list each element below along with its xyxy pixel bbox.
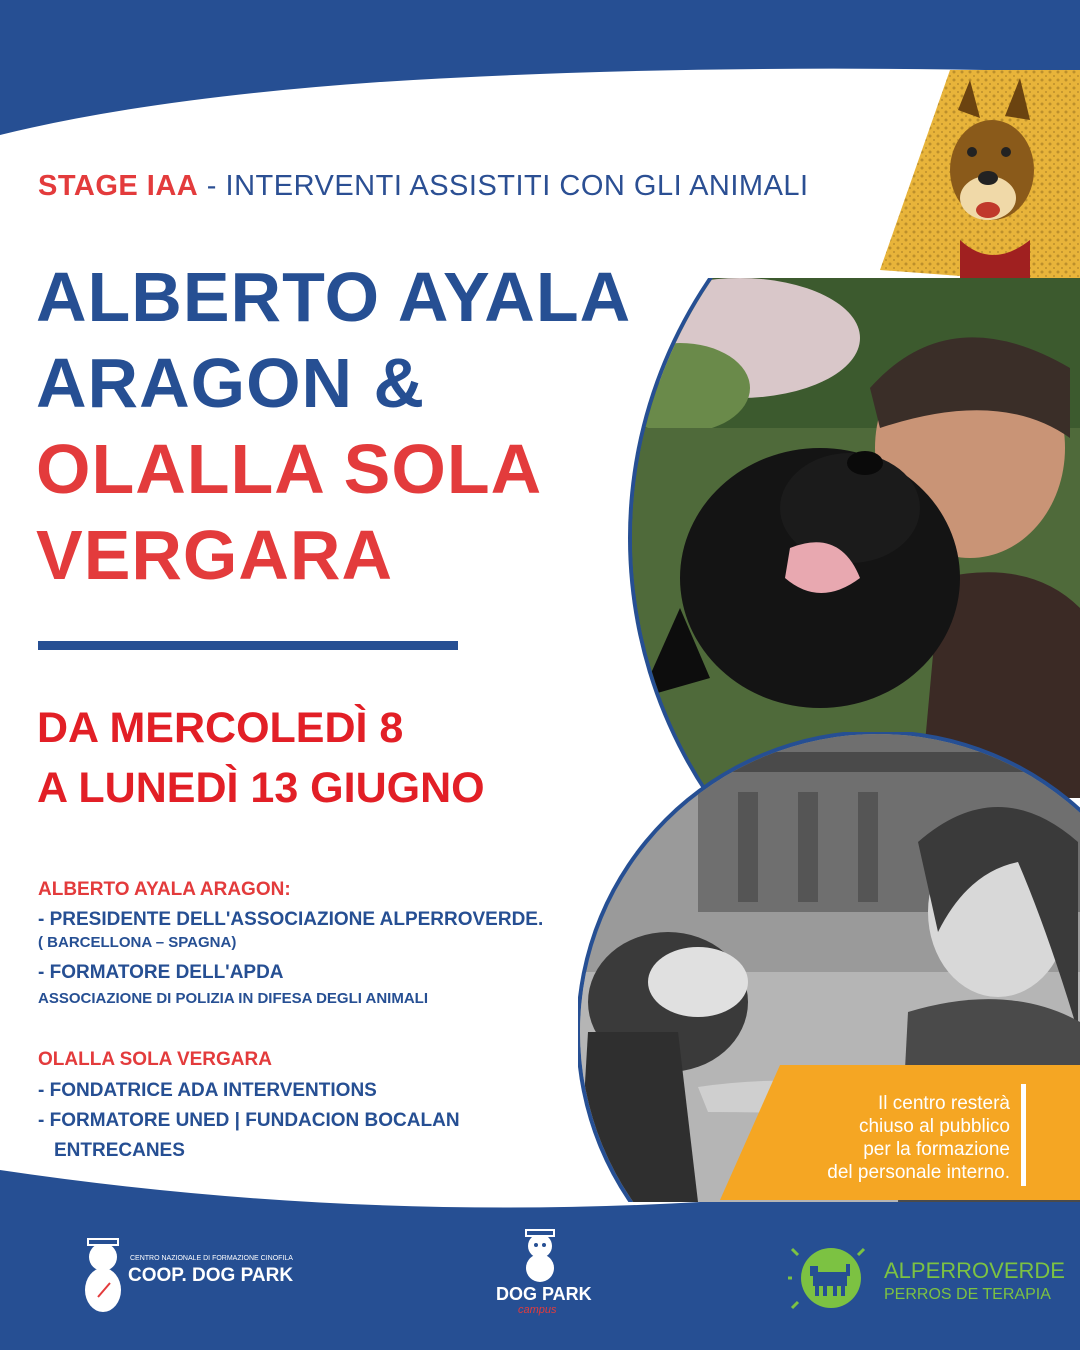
name-line-2: ARAGON & [36,344,426,422]
logo3-sub: PERROS DE TERAPIA [884,1286,1051,1303]
name-line-4: VERGARA [36,516,394,594]
subtitle [38,170,809,203]
bio1-line: ( BARCELLONA – SPAGNA) [38,934,237,951]
logo1-name: COOP. DOG PARK [128,1265,294,1286]
bio1-line: - PRESIDENTE DELL'ASSOCIAZIONE ALPERROVERDE. [38,909,544,930]
date-line-1: DA MERCOLEDÌ 8 [37,704,404,752]
dog-park-mascot-icon [520,1228,560,1283]
name-line-3: OLALLA SOLA [36,430,543,508]
notice-line: del personale interno. [827,1162,1010,1183]
man-kissing-dog-photo [620,278,1080,798]
dog-photo-yellow [880,70,1080,285]
divider [38,641,458,650]
bio2-heading: OLALLA SOLA VERGARA [38,1049,272,1070]
notice-line: per la formazione [863,1139,1010,1160]
logo2-name: DOG PARK [496,1284,592,1304]
dog-park-campus-logo [490,1228,590,1323]
logo2-sub: campus [518,1304,557,1316]
logo1-small-text: CENTRO NAZIONALE DI FORMAZIONE CINOFILA [130,1255,293,1262]
bio1-heading: ALBERTO AYALA ARAGON: [38,879,291,900]
dog-park-mascot-icon [78,1235,128,1315]
notice-text [760,1092,1010,1184]
bio2-line: - FONDATRICE ADA INTERVENTIONS [38,1080,377,1101]
alperroverde-dog-icon [788,1240,868,1320]
bio1-line: - FORMATORE DELL'APDA [38,962,284,983]
notice-line: chiuso al pubblico [858,1116,1010,1137]
notice-line: Il centro resterà [878,1093,1010,1114]
name-line-1: ALBERTO AYALA [36,258,632,336]
notice-bar [1021,1084,1026,1186]
bio2-line: - FORMATORE UNED | FUNDACION BOCALAN [38,1110,460,1131]
bio2-line: ENTRECANES [54,1140,185,1161]
coop-dog-park-logo [78,1235,294,1315]
stage-tag: STAGE IAA [38,170,199,202]
bio1-line: ASSOCIAZIONE DI POLIZIA IN DIFESA DEGLI ANIMALI [38,990,429,1007]
alperroverde-logo [788,1240,1065,1320]
date-line-2: A LUNEDÌ 13 GIUGNO [37,764,485,812]
logo3-name: ALPERROVERDE [884,1258,1065,1283]
subtitle-text: - INTERVENTI ASSISTITI CON GLI ANIMALI [198,170,809,202]
